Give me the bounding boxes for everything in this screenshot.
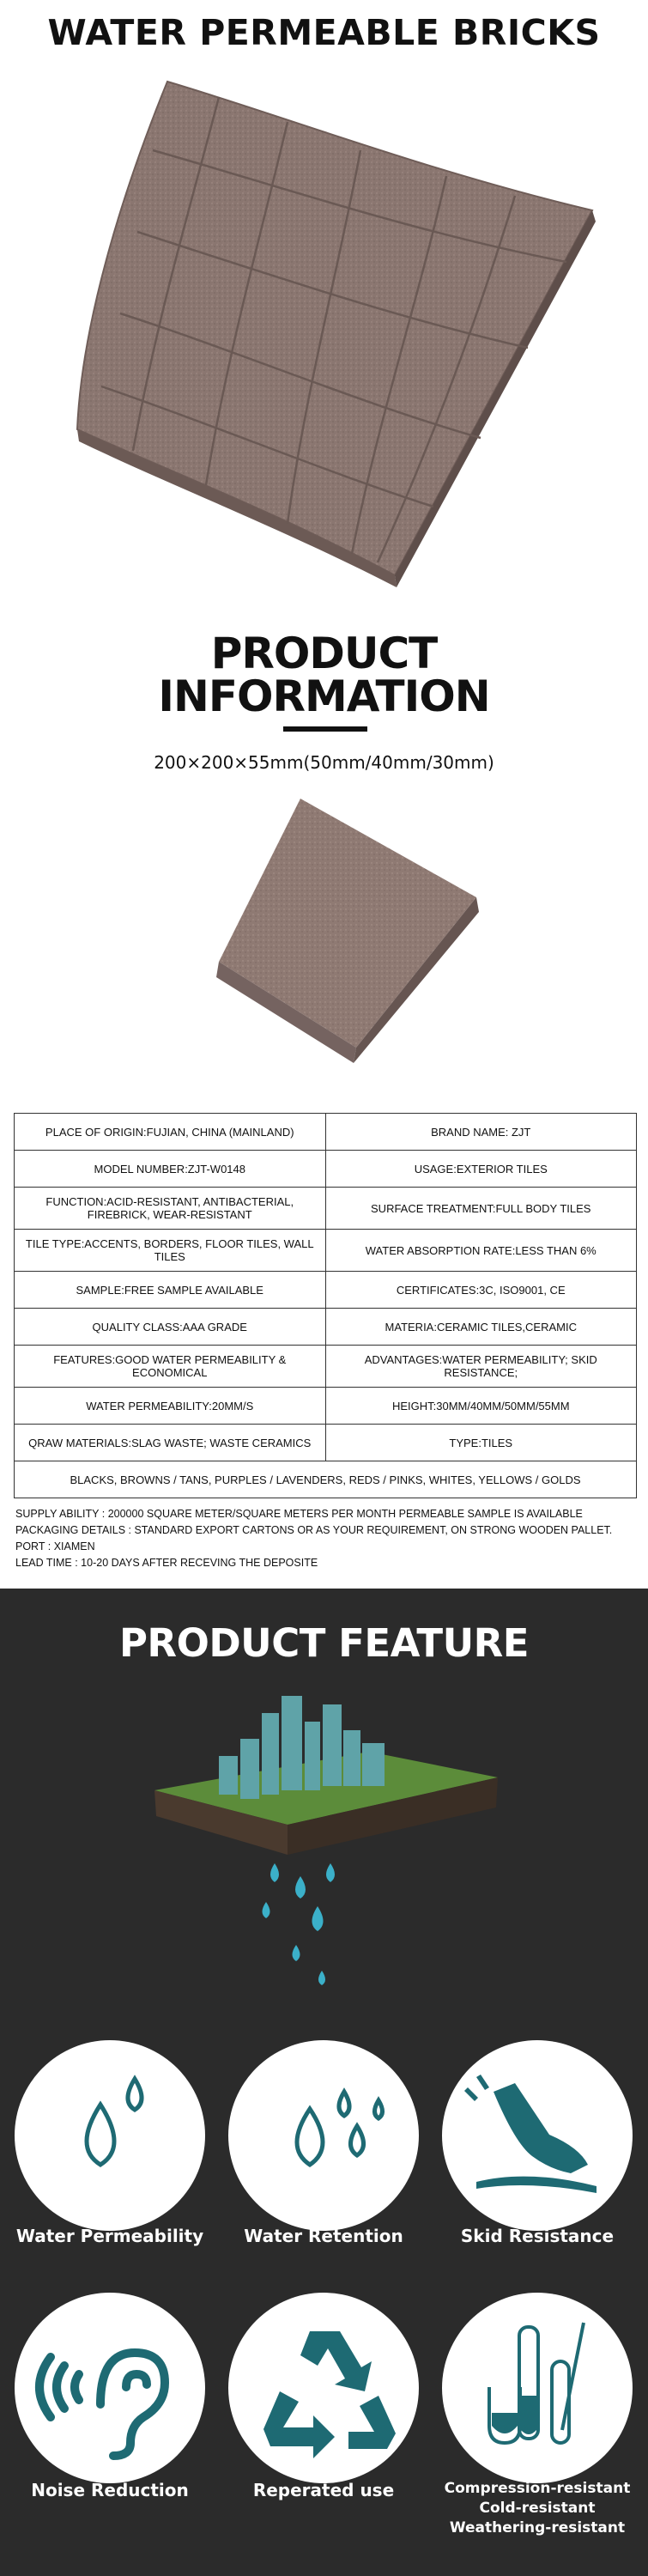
port: PORT : XIAMEN xyxy=(15,1540,95,1552)
table-row xyxy=(15,1188,637,1230)
brick-sheet-image xyxy=(0,69,648,601)
lab-tubes-icon xyxy=(442,2293,633,2483)
label-compression: Compression-resistant xyxy=(444,2480,631,2497)
recycle-icon xyxy=(228,2293,419,2483)
water-drops-icon xyxy=(15,2040,205,2231)
label-cold: Cold-resistant xyxy=(479,2500,596,2517)
spec-cell-left: QUALITY CLASS:AAA GRADE xyxy=(15,1309,326,1346)
spec-cell-left: PLACE OF ORIGIN:FUJIAN, CHINA (MAINLAND) xyxy=(15,1114,326,1151)
packaging-details: PACKAGING DETAILS : STANDARD EXPORT CARTONS OR AS YOUR REQUIREMENT, ON STRONG WOODEN PALLET. xyxy=(15,1524,613,1536)
feature-label-recycle: Reperated use xyxy=(252,2480,395,2500)
spec-cell-left: MODEL NUMBER:ZJT-W0148 xyxy=(15,1151,326,1188)
table-row xyxy=(15,1309,637,1346)
page-title: WATER PERMEABLE BRICKS xyxy=(47,12,601,53)
spec-cell-left: FEATURES:GOOD WATER PERMEABILITY & ECONOMICAL xyxy=(15,1346,326,1388)
table-row xyxy=(15,1388,637,1425)
table-row xyxy=(15,1114,637,1151)
feature-circle-permeability xyxy=(15,2040,205,2231)
title-line-1: PRODUCT xyxy=(210,629,438,678)
spec-cell-left: FUNCTION:ACID-RESISTANT, ANTIBACTERIAL, FIREBRICK, WEAR-RESISTANT xyxy=(15,1188,326,1230)
water-retention-drops-icon xyxy=(228,2040,419,2231)
table-row xyxy=(15,1346,637,1388)
title-underline xyxy=(283,726,367,732)
shoe-slip-icon xyxy=(442,2040,633,2231)
title-line-2: INFORMATION xyxy=(158,671,490,721)
spec-cell-right: ADVANTAGES:WATER PERMEABILITY; SKID RESISTANCE; xyxy=(325,1346,637,1388)
spec-cell-right: USAGE:EXTERIOR TILES xyxy=(325,1151,637,1188)
feature-circle-resistant xyxy=(442,2293,633,2483)
single-brick-image xyxy=(0,790,648,1099)
table-row xyxy=(15,1230,637,1272)
spec-cell-right: MATERIA:CERAMIC TILES,CERAMIC xyxy=(325,1309,637,1346)
feature-circle-noise xyxy=(15,2293,205,2483)
feature-title: PRODUCT FEATURE xyxy=(118,1620,530,1666)
feature-label-resistant xyxy=(426,2479,648,2538)
feature-label-retention: Water Retention xyxy=(244,2226,403,2246)
spec-cell-right: CERTIFICATES:3C, ISO9001, CE xyxy=(325,1272,637,1309)
spec-cell-right: BRAND NAME: ZJT xyxy=(325,1114,637,1151)
feature-label-skid: Skid Resistance xyxy=(460,2226,615,2246)
table-row xyxy=(15,1272,637,1309)
spec-cell-right: TYPE:TILES xyxy=(325,1425,637,1461)
spec-cell-left: QRAW MATERIALS:SLAG WASTE; WASTE CERAMICS xyxy=(15,1425,326,1461)
ear-sound-icon xyxy=(15,2293,205,2483)
table-row xyxy=(15,1461,637,1498)
spec-cell-right: SURFACE TREATMENT:FULL BODY TILES xyxy=(325,1188,637,1230)
table-row xyxy=(15,1151,637,1188)
spec-cell-left: SAMPLE:FREE SAMPLE AVAILABLE xyxy=(15,1272,326,1309)
city-island-image xyxy=(146,1687,506,2014)
spec-colors-cell: BLACKS, BROWNS / TANS, PURPLES / LAVENDERS, REDS / PINKS, WHITES, YELLOWS / GOLDS xyxy=(15,1461,637,1498)
spec-cell-left: WATER PERMEABILITY:20MM/S xyxy=(15,1388,326,1425)
feature-circle-retention xyxy=(228,2040,419,2231)
supply-ability: SUPPLY ABILITY : 200000 SQUARE METER/SQUARE METERS PER MONTH PERMEABLE SAMPLE IS AVAILABLE xyxy=(15,1508,583,1520)
dimensions-text: 200×200×55mm(50mm/40mm/30mm) xyxy=(154,752,494,773)
spec-cell-right: HEIGHT:30MM/40MM/50MM/55MM xyxy=(325,1388,637,1425)
feature-circle-skid xyxy=(442,2040,633,2231)
table-row xyxy=(15,1425,637,1461)
product-information-title xyxy=(0,629,648,721)
feature-label-permeability: Water Permeability xyxy=(15,2226,204,2246)
spec-table xyxy=(14,1113,637,1498)
feature-circle-recycle xyxy=(228,2293,419,2483)
feature-label-noise: Noise Reduction xyxy=(31,2480,189,2500)
lead-time: LEAD TIME : 10-20 DAYS AFTER RECEVING THE DEPOSITE xyxy=(15,1557,318,1569)
spec-cell-left: TILE TYPE:ACCENTS, BORDERS, FLOOR TILES, WALL TILES xyxy=(15,1230,326,1272)
label-weathering: Weathering-resistant xyxy=(449,2519,626,2537)
spec-cell-right: WATER ABSORPTION RATE:LESS THAN 6% xyxy=(325,1230,637,1272)
shipping-notes xyxy=(15,1506,642,1571)
